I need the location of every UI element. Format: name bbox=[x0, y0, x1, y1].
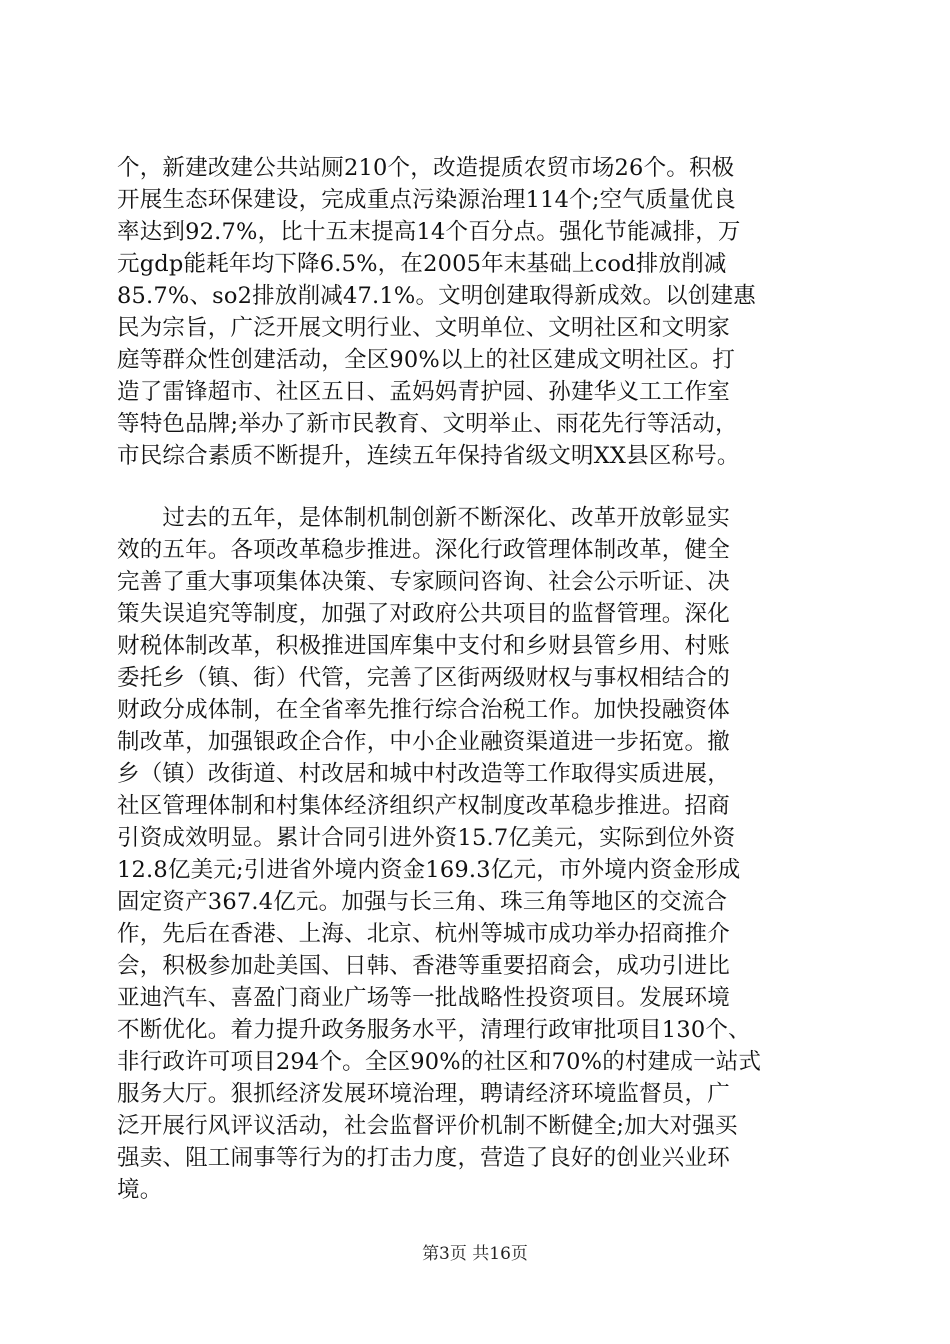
text-line: 强卖、阻工闹事等行为的打击力度，营造了良好的创业兴业环 bbox=[117, 1145, 730, 1171]
text-line: 泛开展行风评议活动，社会监督评价机制不断健全;加大对强买 bbox=[117, 1113, 738, 1139]
text-line: 率达到92.7%，比十五末提高14个百分点。强化节能减排，万 bbox=[117, 219, 741, 245]
text-line: 造了雷锋超市、社区五日、孟妈妈青护园、孙建华义工工作室 bbox=[117, 379, 730, 405]
text-line: 制改革，加强银政企合作，中小企业融资渠道进一步拓宽。撤 bbox=[117, 729, 730, 755]
text-line: 非行政许可项目294个。全区90%的社区和70%的村建成一站式 bbox=[117, 1049, 762, 1075]
page-number-label: 第3页 共16页 bbox=[422, 1244, 528, 1264]
text-line: 财税体制改革，积极推进国库集中支付和乡财县管乡用、村账 bbox=[117, 633, 730, 659]
text-line: 民为宗旨，广泛开展文明行业、文明单位、文明社区和文明家 bbox=[117, 315, 730, 341]
text-line: 社区管理体制和村集体经济组织产权制度改革稳步推进。招商 bbox=[117, 793, 730, 819]
text-line: 开展生态环保建设，完成重点污染源治理114个;空气质量优良 bbox=[117, 187, 736, 213]
text-line: 策失误追究等制度，加强了对政府公共项目的监督管理。深化 bbox=[117, 601, 730, 627]
text-line: 完善了重大事项集体决策、专家顾问咨询、社会公示听证、决 bbox=[117, 569, 730, 595]
text-line: 引资成效明显。累计合同引进外资15.7亿美元，实际到位外资 bbox=[117, 825, 736, 851]
paragraph-spacer bbox=[117, 472, 835, 502]
document-body bbox=[117, 152, 835, 1206]
text-line: 元gdp能耗年均下降6.5%，在2005年末基础上cod排放削减 bbox=[117, 251, 727, 277]
text-line: 过去的五年，是体制机制创新不断深化、改革开放彰显实 bbox=[117, 505, 730, 531]
text-line: 亚迪汽车、喜盈门商业广场等一批战略性投资项目。发展环境 bbox=[117, 985, 730, 1011]
text-line: 市民综合素质不断提升，连续五年保持省级文明XX县区称号。 bbox=[117, 443, 740, 469]
text-line: 固定资产367.4亿元。加强与长三角、珠三角等地区的交流合 bbox=[117, 889, 728, 915]
paragraph-2 bbox=[117, 502, 835, 1206]
text-line: 财政分成体制，在全省率先推行综合治税工作。加快投融资体 bbox=[117, 697, 730, 723]
text-line: 等特色品牌;举办了新市民教育、文明举止、雨花先行等活动， bbox=[117, 411, 738, 437]
text-line: 境。 bbox=[117, 1177, 163, 1203]
text-line: 作，先后在香港、上海、北京、杭州等城市成功举办招商推介 bbox=[117, 921, 730, 947]
text-line: 个，新建改建公共站厕210个，改造提质农贸市场26个。积极 bbox=[117, 155, 735, 181]
text-line: 不断优化。着力提升政务服务水平，清理行政审批项目130个、 bbox=[117, 1017, 751, 1043]
paragraph-1 bbox=[117, 152, 835, 472]
text-line: 服务大厅。狠抓经济发展环境治理，聘请经济环境监督员，广 bbox=[117, 1081, 730, 1107]
text-line: 委托乡（镇、街）代管，完善了区街两级财权与事权相结合的 bbox=[117, 665, 730, 691]
text-line: 会，积极参加赴美国、日韩、香港等重要招商会，成功引进比 bbox=[117, 953, 730, 979]
text-line: 庭等群众性创建活动，全区90%以上的社区建成文明社区。打 bbox=[117, 347, 736, 373]
text-line: 12.8亿美元;引进省外境内资金169.3亿元，市外境内资金形成 bbox=[117, 857, 741, 883]
text-line: 乡（镇）改街道、村改居和城中村改造等工作取得实质进展， bbox=[117, 761, 730, 787]
text-line: 效的五年。各项改革稳步推进。深化行政管理体制改革，健全 bbox=[117, 537, 730, 563]
page-footer bbox=[0, 1242, 950, 1266]
text-line: 85.7%、so2排放削减47.1%。文明创建取得新成效。以创建惠 bbox=[117, 283, 756, 309]
